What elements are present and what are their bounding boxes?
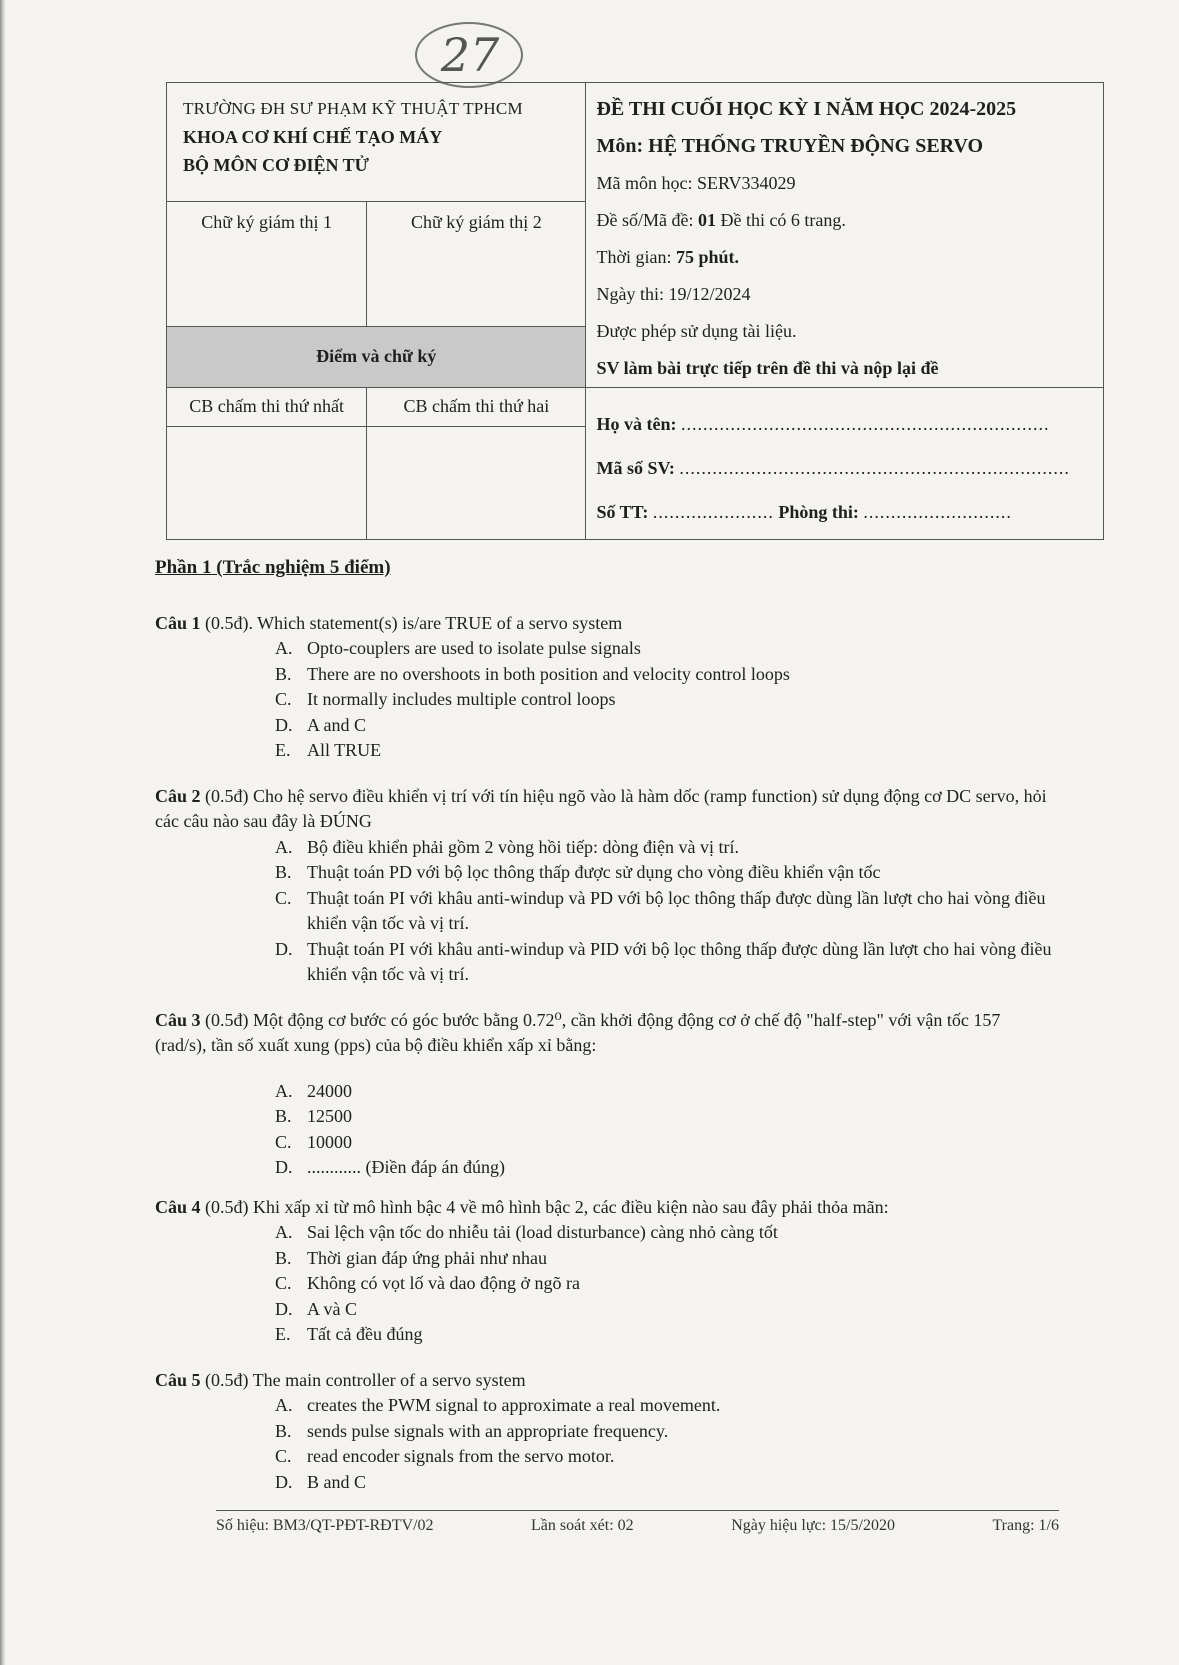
option-fill-in[interactable]: D. ............ (Điền đáp án đúng) [275,1157,505,1177]
question-3: Câu 3 (0.5đ) Một động cơ bước có góc bước bằng 0.72⁰, cần khởi động động cơ ở chế độ "half-step" với vận tốc 157 (rad/s), tần số xuất xung (pps) của bộ điều khiển xấp xỉ bằng: [155,1009,1001,1055]
exam-date: Ngày thi: 19/12/2024 [596,284,751,304]
scan-edge [0,0,6,1665]
option[interactable]: C. It normally includes multiple control loops [275,689,616,709]
grader2-signature-area [367,427,586,540]
question-1-options [275,636,1055,764]
proctor2-signature-box: Chữ ký giám thị 2 [367,202,586,327]
question-4: Câu 4 (0.5đ) Khi xấp xỉ từ mô hình bậc 4 về mô hình bậc 2, các điều kiện nào sau đây phải thỏa mãn: [155,1196,889,1217]
student-info-block [586,388,1104,540]
subject-line: Môn: HỆ THỐNG TRUYỀN ĐỘNG SERVO [596,135,984,157]
grader1-label: CB chấm thi thứ nhất [167,388,367,427]
option[interactable]: C. Không có vọt lố và dao động ở ngõ ra [275,1273,580,1293]
proctor1-signature-box: Chữ ký giám thị 1 [167,202,367,327]
university-name: TRƯỜNG ĐH SƯ PHẠM KỸ THUẬT TPHCM [183,99,523,118]
student-id-field[interactable]: Mã số SV: ....................................................................... [596,458,1070,478]
revision-number: Lần soát xét: 02 [531,1517,634,1534]
score-and-signature-label: Điểm và chữ ký [167,327,586,388]
institution-block [167,83,586,202]
effective-date: Ngày hiệu lực: 15/5/2020 [731,1517,895,1534]
option[interactable]: C. Thuật toán PI với khâu anti-windup và PD với bộ lọc thông thấp được dùng lần lượt cho hai vòng điều khiển vận tốc và vị trí. [275,887,1046,933]
option[interactable]: D. A and C [275,714,367,735]
option[interactable]: B. There are no overshoots in both position and velocity control loops [275,663,790,684]
grader2-label: CB chấm thi thứ hai [367,388,586,427]
question-5-options [275,1393,1055,1495]
exam-header-table [166,82,1104,540]
exam-title: ĐỀ THI CUỐI HỌC KỲ I NĂM HỌC 2024-2025 [596,98,1017,120]
department-name: BỘ MÔN CƠ ĐIỆN TỬ [183,155,370,175]
time-line: Thời gian: 75 phút. [596,247,740,267]
course-code: Mã môn học: SERV334029 [596,173,796,193]
exam-content [155,555,1055,1495]
option[interactable]: E. All TRUE [275,740,382,760]
page-number: Trang: 1/6 [992,1517,1059,1534]
exam-info-block [586,83,1104,388]
option[interactable]: B. sends pulse signals with an appropriate frequency. [275,1420,669,1441]
submission-instruction: SV làm bài trực tiếp trên đề thi và nộp lại đề [596,358,939,378]
option[interactable]: D. A và C [275,1298,358,1319]
option[interactable]: B. Thuật toán PD với bộ lọc thông thấp được sử dụng cho vòng điều khiển vận tốc [275,862,881,882]
question-2-options [275,835,1055,988]
exam-number-line: Đề số/Mã đề: 01 Đề thi có 6 trang. [596,210,846,230]
option[interactable]: B. Thời gian đáp ứng phải như nhau [275,1247,547,1268]
option[interactable]: B. 12500 [275,1106,352,1126]
grader1-signature-area [167,427,367,540]
question-2: Câu 2 (0.5đ) Cho hệ servo điều khiển vị trí với tín hiệu ngõ vào là hàm dốc (ramp function) sử dụng động cơ DC servo, hỏi các câu nào sau đây là ĐÚNG [155,785,1047,831]
question-3-options [275,1079,1055,1181]
option[interactable]: A. Sai lệch vận tốc do nhiễu tải (load disturbance) càng nhỏ càng tốt [275,1222,778,1242]
option[interactable]: A. 24000 [275,1080,352,1101]
page-footer [216,1510,1059,1535]
option[interactable]: C. 10000 [275,1131,352,1152]
option[interactable]: A. Opto-couplers are used to isolate pulse signals [275,638,641,658]
materials-note: Được phép sử dụng tài liệu. [596,321,797,341]
question-5: Câu 5 (0.5đ) The main controller of a servo system [155,1369,526,1390]
option[interactable]: A. creates the PWM signal to approximate a real movement. [275,1395,721,1415]
section-title: Phần 1 (Trắc nghiệm 5 điểm) [155,557,391,578]
option[interactable]: A. Bộ điều khiển phải gồm 2 vòng hồi tiếp: dòng điện và vị trí. [275,836,739,857]
handwritten-page-number: 27 [415,18,525,92]
question-1: Câu 1 (0.5đ). Which statement(s) is/are TRUE of a servo system [155,612,623,633]
question-4-options [275,1220,1055,1348]
option[interactable]: E. Tất cả đều đúng [275,1324,423,1344]
student-name-field[interactable]: Họ và tên: ................................................................... [596,414,1050,434]
option[interactable]: C. read encoder signals from the servo motor. [275,1446,615,1466]
document-code: Số hiệu: BM3/QT-PĐT-RĐTV/02 [216,1517,434,1534]
option[interactable]: D. B and C [275,1471,367,1492]
seat-room-field[interactable]: Số TT: ...................... Phòng thi: ........................... [596,502,1012,522]
faculty-name: KHOA CƠ KHÍ CHẾ TẠO MÁY [183,127,443,147]
option[interactable]: D. Thuật toán PI với khâu anti-windup và PID với bộ lọc thông thấp được dùng lần lượt cho hai vòng điều khiển vận tốc và vị trí. [275,938,1052,984]
